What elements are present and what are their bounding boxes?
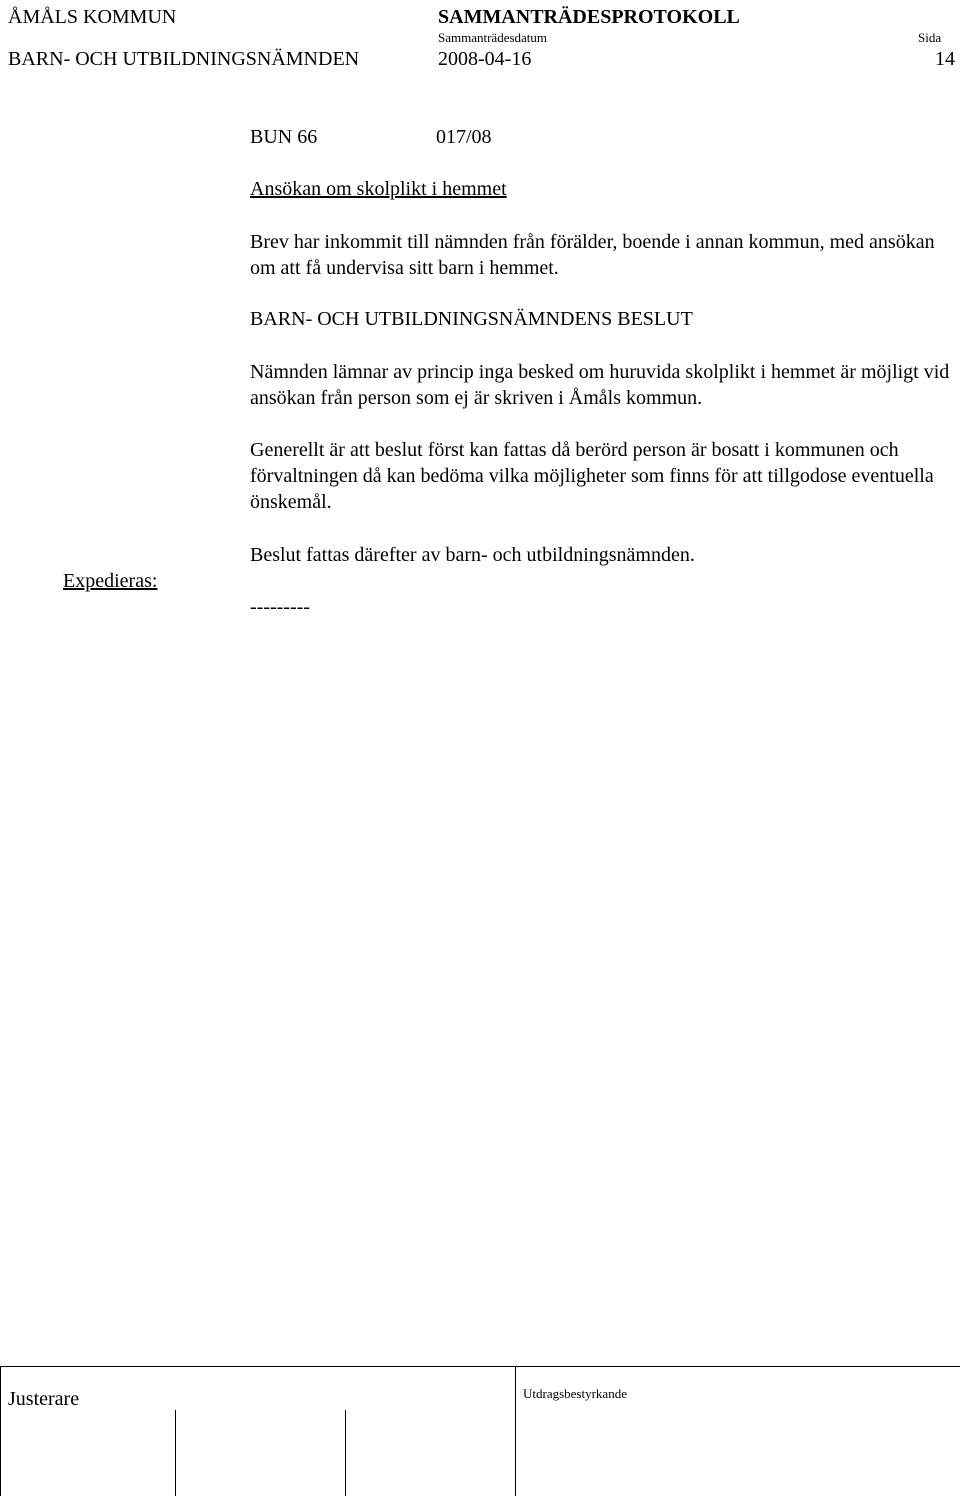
- item-number: BUN 66: [250, 126, 318, 148]
- item-reference: 017/08: [436, 126, 492, 148]
- item-heading: Ansökan om skolplikt i hemmet: [250, 178, 507, 200]
- decision-heading: BARN- OCH UTBILDNINGSNÄMNDENS BESLUT: [250, 308, 693, 330]
- justerare-divider-1: [175, 1410, 176, 1496]
- expedieras-label: Expedieras:: [63, 570, 158, 592]
- separator-dashes: ---------: [250, 596, 310, 618]
- date-label: Sammanträdesdatum: [438, 30, 548, 45]
- meeting-date: 2008-04-16: [438, 48, 532, 70]
- footer-left-border: [0, 1366, 1, 1496]
- protocol-title: SAMMANTRÄDESPROTOKOLL: [438, 6, 740, 28]
- municipality-name: ÅMÅLS KOMMUN: [8, 6, 177, 28]
- decision-paragraph-2: Generellt är att beslut först kan fattas då berörd person är bosatt i kommunen och förvaltningen då kan bedöma vilka möjligheter som finns för att tillgodose eventuella önskemål.: [250, 439, 934, 513]
- justerare-divider-2: [345, 1410, 346, 1496]
- committee-name: BARN- OCH UTBILDNINGSNÄMNDEN: [8, 48, 360, 70]
- footer-middle-border: [515, 1366, 516, 1496]
- decision-paragraph-3: Beslut fattas därefter av barn- och utbildningsnämnden.: [250, 544, 695, 566]
- utdragsbestyrkande-label: Utdragsbestyrkande: [523, 1386, 627, 1401]
- page-number: 14: [935, 48, 955, 70]
- footer-top-rule: [0, 1366, 960, 1367]
- page-label: Sida: [918, 30, 942, 45]
- justerare-label: Justerare: [8, 1388, 80, 1410]
- decision-paragraph-1: Nämnden lämnar av princip inga besked om huruvida skolplikt i hemmet är möjligt vid ansökan från person som ej är skriven i Åmåls kommun.: [250, 361, 950, 409]
- intro-paragraph: Brev har inkommit till nämnden från förälder, boende i annan kommun, med ansökan om att få undervisa sitt barn i hemmet.: [250, 231, 935, 279]
